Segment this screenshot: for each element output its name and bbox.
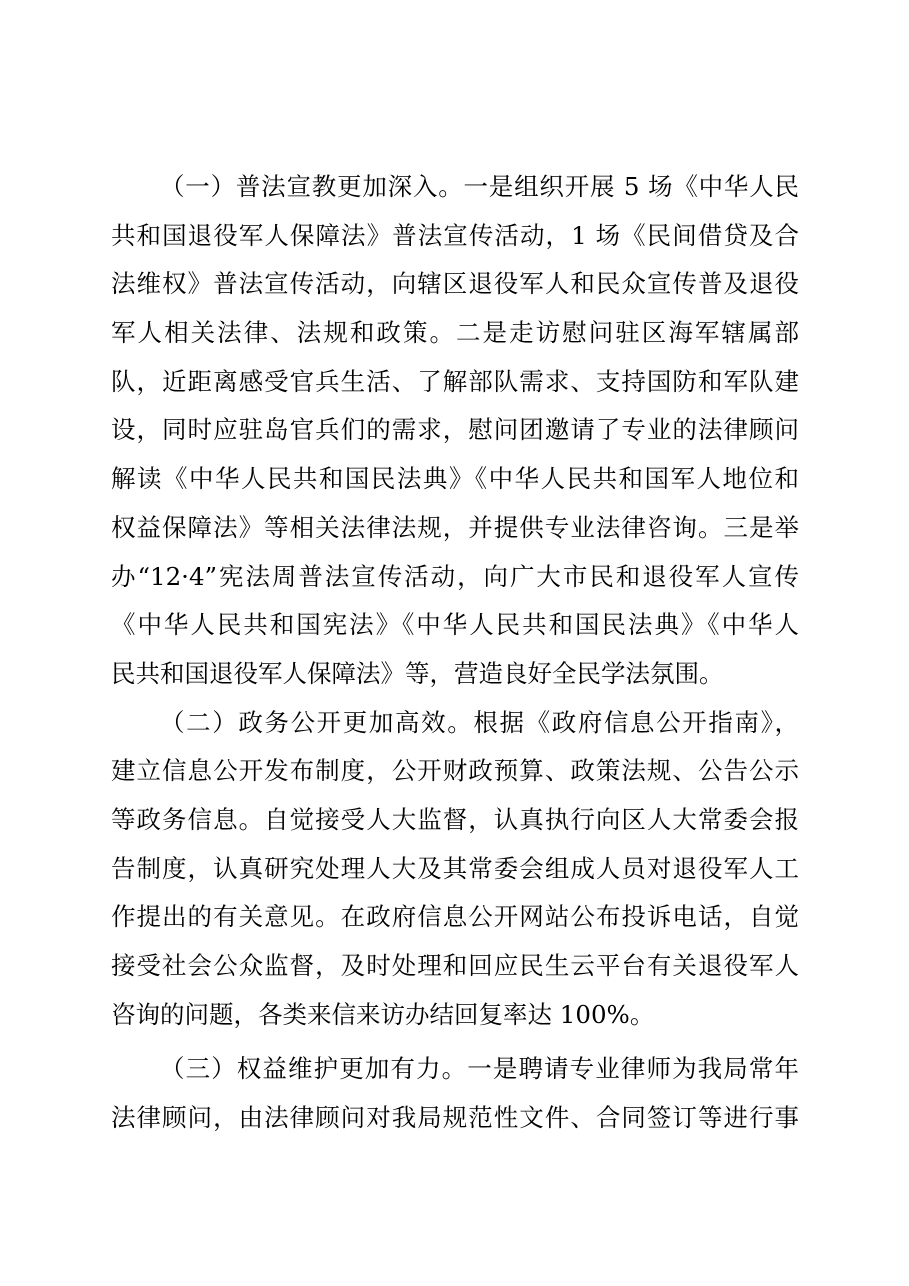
paragraph-1: [111, 163, 799, 699]
paragraph-line: 队，近距离感受官兵生活、了解部队需求、支持国防和军队建: [111, 366, 799, 396]
paragraph-line: 解读《中华人民共和国民法典》《中华人民共和国军人地位和: [111, 464, 799, 494]
paragraph-2: [111, 699, 799, 1040]
paragraph-line: （三）权益维护更加有力。一是聘请专业律师为我局常年: [160, 1054, 799, 1084]
paragraph-line: 等政务信息。自觉接受人大监督，认真执行向区人大常委会报: [111, 804, 799, 834]
paragraph-line: （一）普法宣教更加深入。一是组织开展 5 场《中华人民: [160, 172, 799, 201]
paragraph-line: 法律顾问，由法律顾问对我局规范性文件、合同签订等进行事: [111, 1103, 799, 1133]
paragraph-line: 作提出的有关意见。在政府信息公开网站公布投诉电话，自觉: [111, 902, 799, 932]
paragraph-line: 接受社会公众监督，及时处理和回应民生云平台有关退役军人: [111, 951, 799, 980]
paragraph-line: 军人相关法律、法规和政策。二是走访慰问驻区海军辖属部: [111, 318, 799, 348]
paragraph-line: 《中华人民共和国宪法》《中华人民共和国民法典》《中华人: [111, 610, 799, 640]
paragraph-line: 告制度，认真研究处理人大及其常委会组成人员对退役军人工: [111, 853, 799, 883]
paragraph-line: 共和国退役军人保障法》普法宣传活动，1 场《民间借贷及合: [111, 220, 799, 250]
paragraph-line: 民共和国退役军人保障法》等，营造良好全民学法氛围。: [111, 658, 724, 688]
document-body: [111, 163, 799, 1143]
paragraph-line: （二）政务公开更加高效。根据《政府信息公开指南》，: [160, 707, 799, 737]
paragraph-line: 办“12·4”宪法周普法宣传活动，向广大市民和退役军人宣传: [111, 561, 799, 591]
paragraph-line: 权益保障法》等相关法律法规，并提供专业法律咨询。三是举: [111, 512, 799, 542]
paragraph-line: 法维权》普法宣传活动，向辖区退役军人和民众宣传普及退役: [111, 269, 799, 299]
paragraph-line: 设，同时应驻岛官兵们的需求，慰问团邀请了专业的法律顾问: [111, 415, 799, 445]
paragraph-line: 咨询的问题，各类来信来访办结回复率达 100%。: [111, 999, 655, 1029]
paragraph-3: [111, 1045, 799, 1142]
paragraph-line: 建立信息公开发布制度，公开财政预算、政策法规、公告公示: [111, 756, 799, 786]
